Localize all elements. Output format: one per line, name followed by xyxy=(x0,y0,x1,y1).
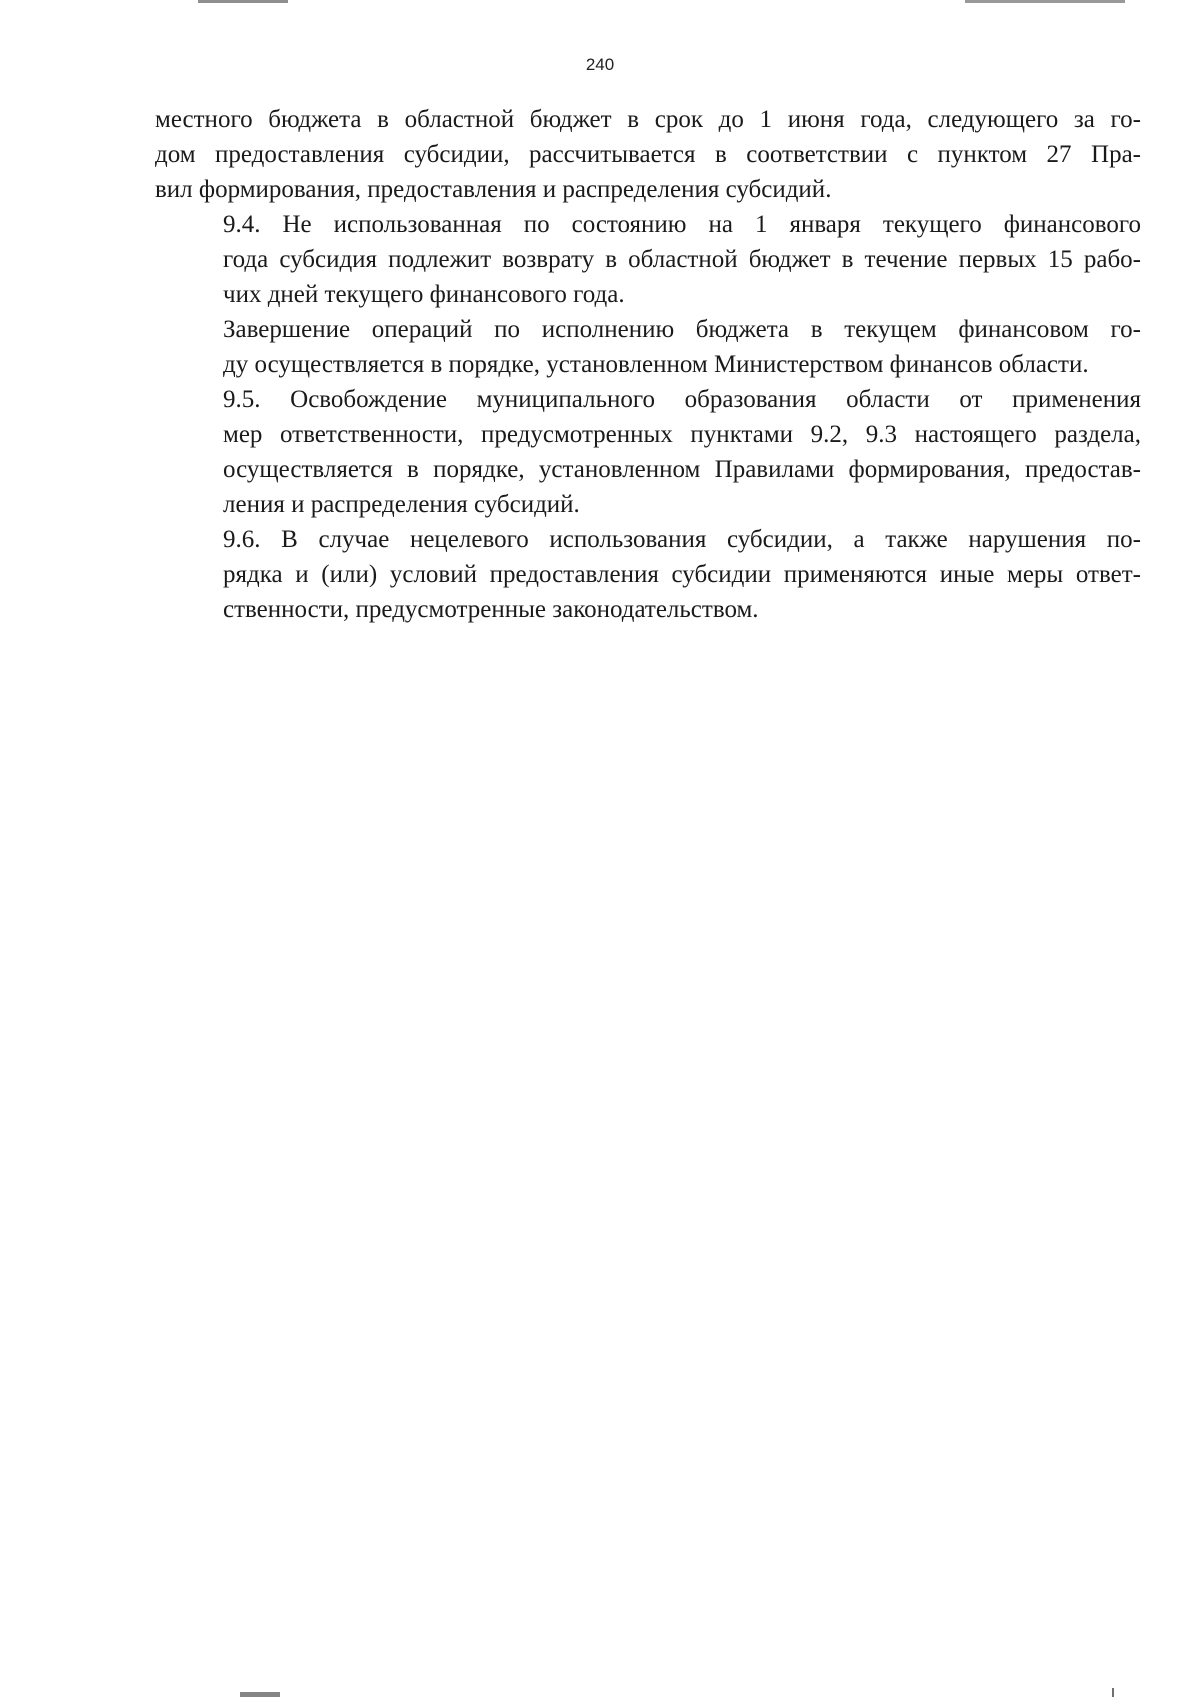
text-line: 9.4. Не использованная по состоянию на 1 января текущего финансового xyxy=(223,211,1141,238)
text-line: ственности, предусмотренные законодательством. xyxy=(223,596,759,623)
text-line: рядка и (или) условий предоставления субсидии применяются иные меры ответ- xyxy=(223,561,1141,588)
scan-artifact-top-right xyxy=(965,0,1125,3)
text-line: года субсидия подлежит возврату в областной бюджет в течение первых 15 рабо- xyxy=(223,246,1141,273)
text-line: 9.5. Освобождение муниципального образования области от применения xyxy=(223,386,1141,413)
text-line: ду осуществляется в порядке, установленном Министерством финансов области. xyxy=(223,351,1089,378)
text-line: 9.6. В случае нецелевого использования субсидии, а также нарушения по- xyxy=(223,526,1141,553)
text-line: Завершение операций по исполнению бюджета в текущем финансовом го- xyxy=(223,316,1141,343)
document-body xyxy=(155,102,1141,627)
text-line: осуществляется в порядке, установленном Правилами формирования, предостав- xyxy=(223,456,1141,483)
text-line: вил формирования, предоставления и распределения субсидий. xyxy=(155,176,832,203)
paragraph-continuation xyxy=(155,102,1141,207)
paragraph-p-9-5 xyxy=(155,382,1141,522)
text-line: дом предоставления субсидии, рассчитывается в соответствии с пунктом 27 Пра- xyxy=(155,141,1141,168)
paragraph-p-9-4 xyxy=(155,207,1141,312)
text-line: чих дней текущего финансового года. xyxy=(223,281,625,308)
scan-artifact-bottom-right xyxy=(1112,1688,1114,1697)
scan-artifact-bottom-left xyxy=(240,1692,280,1697)
paragraph-p-completion xyxy=(155,312,1141,382)
text-line: мер ответственности, предусмотренных пунктами 9.2, 9.3 настоящего раздела, xyxy=(223,421,1141,448)
paragraph-p-9-6 xyxy=(155,522,1141,627)
page-number: 240 xyxy=(585,55,615,74)
text-line: местного бюджета в областной бюджет в срок до 1 июня года, следующего за го- xyxy=(155,106,1141,133)
scan-artifact-top-left xyxy=(198,0,288,3)
text-line: ления и распределения субсидий. xyxy=(223,491,580,518)
